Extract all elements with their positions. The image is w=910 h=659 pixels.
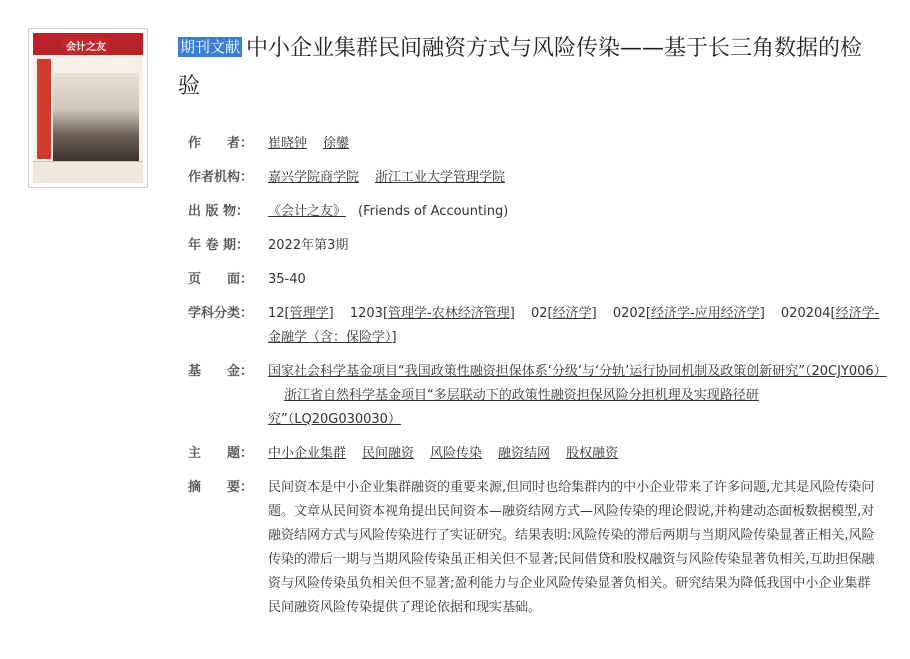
subject-code: 020204 (780, 306, 831, 321)
keyword-link[interactable]: 股权融资 (566, 446, 619, 461)
publication-link[interactable]: 《会计之友》 (268, 204, 347, 219)
cover-bottom-strip (33, 161, 143, 183)
article-title (178, 30, 883, 106)
keyword-link[interactable]: 民间融资 (362, 446, 415, 461)
authors-label: 作 者： (188, 136, 254, 151)
publication-value (268, 200, 883, 224)
metadata-table (188, 132, 887, 630)
publication-english: (Friends of Accounting) (358, 204, 509, 219)
institution-link[interactable]: 浙江工业大学管理学院 (375, 170, 506, 185)
subject-code: 12 (268, 306, 285, 321)
journal-cover[interactable] (28, 28, 148, 188)
author-link[interactable]: 徐鑾 (323, 136, 350, 151)
row-authors (188, 132, 883, 156)
row-publication (188, 200, 883, 224)
subject-link[interactable]: 经济学-金融学（含：保险学） (268, 306, 880, 345)
subject-link[interactable]: 管理学-农林经济管理 (388, 306, 510, 321)
subjects-label: 学科分类： (188, 306, 254, 321)
keyword-link[interactable]: 融资结网 (498, 446, 551, 461)
year-issue-value: 2022年第3期 (268, 238, 349, 253)
subject-code: 1203 (349, 306, 383, 321)
subject-code: 0202 (612, 306, 646, 321)
publication-label: 出 版 物： (188, 204, 250, 219)
keywords-value (268, 442, 883, 466)
row-keywords (188, 442, 883, 466)
cover-journal-title: 会计之友 (63, 37, 109, 54)
type-badge: 期刊文献 (180, 38, 241, 56)
funds-label: 基 金： (188, 364, 254, 379)
year-issue-label: 年 卷 期： (188, 238, 250, 253)
author-link[interactable]: 崔晓钟 (268, 136, 308, 151)
fund-link[interactable]: 国家社会科学基金项目“我国政策性融资担保体系‘分级’与‘分轨’运行协同机制及政策创新研究”（20CJY006） (268, 364, 887, 379)
institution-link[interactable]: 嘉兴学院商学院 (268, 170, 360, 185)
row-funds (188, 360, 887, 432)
row-year-issue (188, 234, 883, 258)
fund-link[interactable]: 浙江省自然科学基金项目“多层联动下的政策性融资担保风险分担机理及实现路径研究”（LQ20G030030） (268, 388, 759, 427)
abstract-text: 民间资本是中小企业集群融资的重要来源,但同时也给集群内的中小企业带来了许多问题,尤其是风险传染问题。文章从民间资本视角提出民间资本—融资结网方式—风险传染的理论假说,并构建动态面板数据模型,对融资结网方式与风险传染进行了实证研究。结果表明:风险传染的滞后两期与当期风险传染显著正相关,风险传染的滞后一期与当期风险传染虽正相关但不显著;民间借贷和股权融资与风险传染显著负相关,互助担保融资与风险传染虽负相关但不显著;盈利能力与企业风险传染显著负相关。研究结果为降低我国中小企业集群民间融资风险传染提供了理论依据和现实基础。 (268, 480, 875, 615)
row-subjects (188, 302, 883, 350)
pages-label: 页 面： (188, 272, 254, 287)
subject-code: 02 (530, 306, 548, 321)
authors-value (268, 132, 883, 156)
keyword-link[interactable]: 风险传染 (430, 446, 483, 461)
institutions-value (268, 166, 883, 190)
pages-value: 35-40 (268, 272, 306, 287)
row-institutions (188, 166, 883, 190)
funds-value (268, 360, 887, 432)
abstract-label: 摘 要： (188, 480, 254, 495)
institutions-label: 作者机构： (188, 170, 254, 185)
subjects-value: 12[管理学] 1203[管理学-农林经济管理] 02[经济学] 0202[经济学-应用经济学] 020204[经济学-金融学（含：保险学）] (268, 306, 880, 345)
cover-photo (53, 73, 139, 163)
article-title-text: 中小企业集群民间融资方式与风险传染——基于长三角数据的检验 (178, 36, 863, 99)
keyword-link[interactable]: 中小企业集群 (268, 446, 347, 461)
subject-link[interactable]: 经济学-应用经济学 (650, 306, 760, 321)
subject-link[interactable]: 经济学 (552, 306, 592, 321)
row-pages (188, 268, 883, 292)
cover-image (33, 33, 143, 183)
subject-link[interactable]: 管理学 (289, 306, 329, 321)
row-abstract (188, 476, 883, 620)
cover-side-strip (37, 59, 51, 159)
keywords-label: 主 题： (188, 446, 254, 461)
